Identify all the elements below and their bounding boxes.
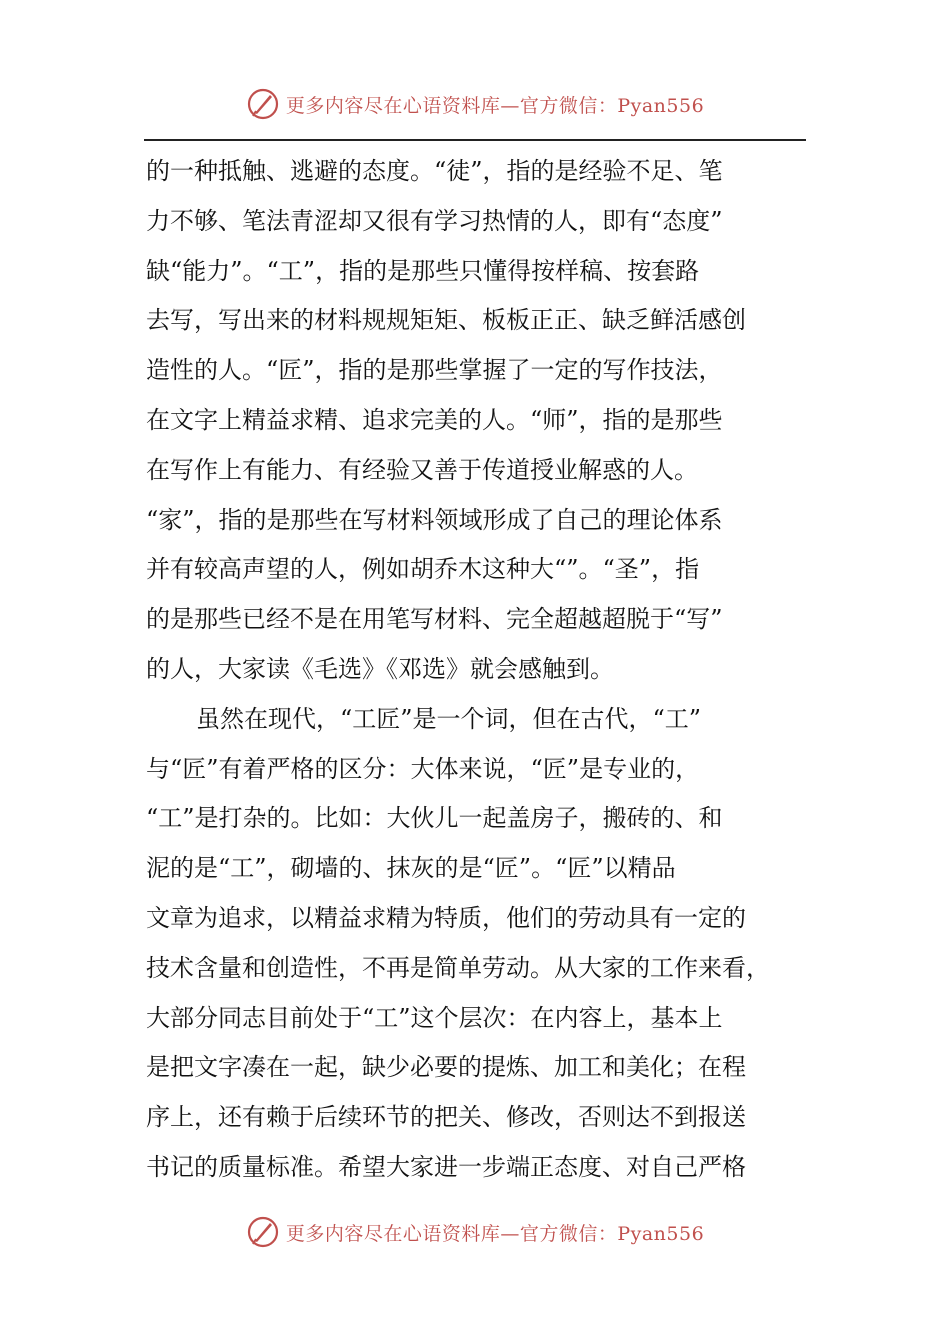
document-body [146, 147, 796, 1193]
footer-banner [0, 1208, 950, 1256]
text-line: 书记的质量标准。希望大家进一步端正态度、对自己严格 [146, 1152, 746, 1181]
text-line: 在写作上有能力、有经验又善于传道授业解惑的人。 [146, 455, 698, 484]
text-line: 在文字上精益求精、追求完美的人。“师”，指的是那些 [146, 405, 723, 434]
text-line: “家”，指的是那些在写材料领域形成了自己的理论体系 [146, 505, 723, 534]
text-line: 并有较高声望的人，例如胡乔木这种大“”。“圣”，指 [146, 555, 700, 584]
text-line: 的一种抵触、逃避的态度。“徒”，指的是经验不足、笔 [146, 157, 723, 185]
quill-pen-circle-icon [246, 1215, 280, 1249]
text-line: 去写，写出来的材料规规矩矩、板板正正、缺乏鲜活感创 [146, 306, 746, 335]
footer-banner-text: 更多内容尽在心语资料库—官方微信：Pyan556 [285, 1222, 705, 1245]
text-line: 的人，大家读《毛选》《邓选》就会感触到。 [146, 654, 614, 683]
header-divider [144, 139, 806, 141]
text-line: 与“匠”有着严格的区分：大体来说，“匠”是专业的， [146, 754, 700, 783]
text-line: 文章为追求，以精益求精为特质，他们的劳动具有一定的 [146, 903, 746, 932]
text-line: 技术含量和创造性，不再是简单劳动。从大家的工作来看， [146, 953, 770, 982]
header-banner [0, 80, 950, 128]
quill-pen-circle-icon [246, 87, 280, 121]
text-line: 的是那些已经不是在用笔写材料、完全超越超脱于“写” [146, 605, 723, 634]
paragraph-start-line: 虽然在现代，“工匠”是一个词，但在古代，“工” [196, 704, 702, 733]
text-line: 力不够、笔法青涩却又很有学习热情的人，即有“态度” [146, 206, 723, 235]
text-line: “工”是打杂的。比如：大伙儿一起盖房子，搬砖的、和 [146, 804, 723, 833]
text-line: 是把文字凑在一起，缺少必要的提炼、加工和美化；在程 [146, 1053, 746, 1082]
text-line: 泥的是“工”，砌墙的、抹灰的是“匠”。“匠”以精品 [146, 854, 676, 883]
header-banner-text: 更多内容尽在心语资料库—官方微信：Pyan556 [285, 94, 705, 117]
text-line: 造性的人。“匠”，指的是那些掌握了一定的写作技法， [146, 356, 723, 385]
text-line: 大部分同志目前处于“工”这个层次：在内容上，基本上 [146, 1003, 723, 1032]
text-line: 序上，还有赖于后续环节的把关、修改，否则达不到报送 [146, 1103, 746, 1132]
text-line: 缺“能力”。“工”，指的是那些只懂得按样稿、按套路 [146, 256, 700, 285]
